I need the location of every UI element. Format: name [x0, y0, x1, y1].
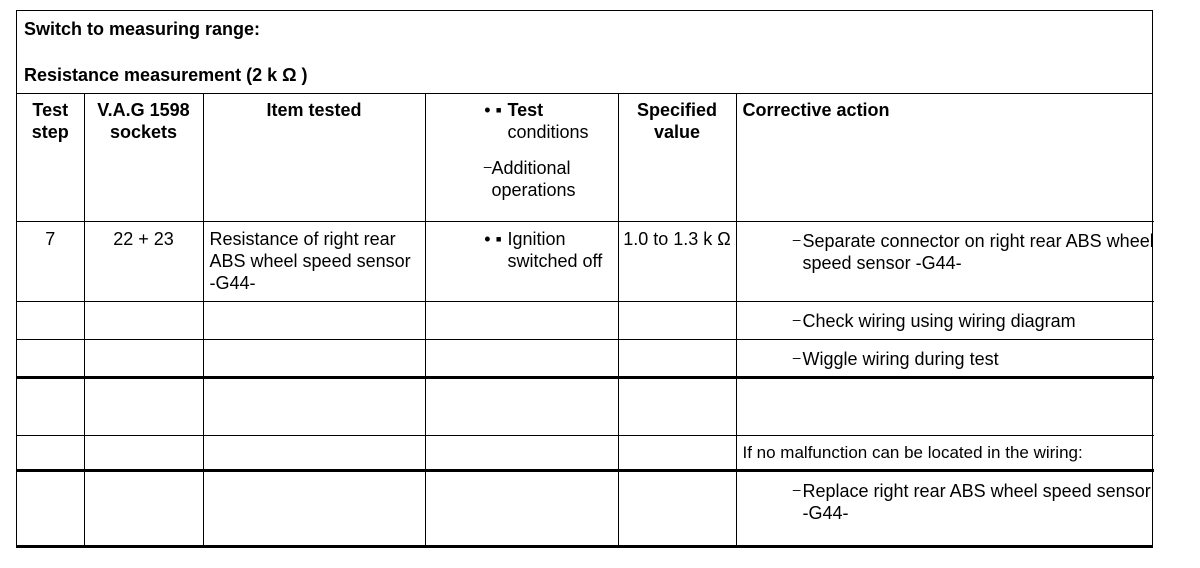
square-bullet-icon: ▪	[495, 228, 502, 249]
col-item-tested	[203, 93, 425, 221]
resistance-measurement-label: Resistance measurement (2 k Ω )	[24, 65, 308, 85]
table-row	[17, 435, 1154, 470]
test-conditions-line1: Test	[507, 100, 544, 120]
dash-icon: –	[792, 310, 801, 327]
col-corrective-action	[736, 93, 1154, 221]
socket-numbers: 22 + 23	[84, 221, 203, 301]
action-check-wiring: Check wiring using wiring diagram	[802, 310, 1076, 331]
switch-range-title: Switch to measuring range:	[24, 19, 261, 39]
action-wiggle-wiring: Wiggle wiring during test	[802, 348, 999, 369]
col-sockets-line1: V.A.G 1598	[97, 100, 190, 120]
square-bullet-icon: ▪	[495, 100, 502, 120]
col-test-step	[17, 93, 84, 221]
test-condition-cell	[425, 221, 618, 301]
test-condition-text: Ignition switched off	[507, 228, 603, 271]
corrective-action-cell	[736, 301, 1154, 339]
additional-ops-line1: Additional	[491, 158, 571, 178]
action-separate-connector: Separate connector on right rear ABS wheel speed sensor -G44-	[802, 230, 1154, 273]
dash-icon: –	[792, 230, 801, 247]
bullet-dot-icon: •	[484, 100, 491, 120]
table-row	[17, 301, 1154, 339]
specified-value: 1.0 to 1.3 k Ω	[618, 221, 736, 301]
col-specified-line1: Specified	[636, 100, 718, 120]
corrective-action-cell	[736, 221, 1154, 301]
dash-icon: –	[483, 158, 492, 174]
col-specified-line2: value	[653, 122, 701, 142]
dash-icon: –	[792, 480, 801, 497]
table-row	[17, 470, 1154, 545]
measuring-range-header	[17, 11, 1152, 94]
corrective-action-cell	[736, 339, 1154, 377]
step-number: 7	[17, 221, 84, 301]
col-sockets	[84, 93, 203, 221]
table-row	[17, 339, 1154, 377]
col-specified-value	[618, 93, 736, 221]
table-row-step-7	[17, 221, 1154, 301]
col-test-step-line2: step	[31, 122, 69, 142]
action-replace-sensor: Replace right rear ABS wheel speed sensor -G44-	[802, 480, 1151, 523]
bullet-dot-icon: •	[484, 228, 491, 249]
test-steps-table	[17, 93, 1154, 545]
col-item-tested-label: Item tested	[266, 100, 362, 120]
col-conditions	[425, 93, 618, 221]
col-corrective-label: Corrective action	[742, 100, 890, 120]
test-table-frame	[16, 10, 1153, 548]
table-header-row	[17, 93, 1154, 221]
test-conditions-line2: conditions	[507, 122, 589, 142]
item-tested: Resistance of right rear ABS wheel speed sensor -G44-	[203, 221, 425, 301]
table-row	[17, 377, 1154, 435]
col-sockets-line2: sockets	[109, 122, 178, 142]
no-malfunction-note: If no malfunction can be located in the wiring:	[736, 435, 1154, 470]
corrective-action-cell	[736, 470, 1154, 545]
dash-icon: –	[792, 348, 801, 365]
additional-ops-line2: operations	[491, 180, 576, 200]
col-test-step-line1: Test	[32, 100, 69, 120]
